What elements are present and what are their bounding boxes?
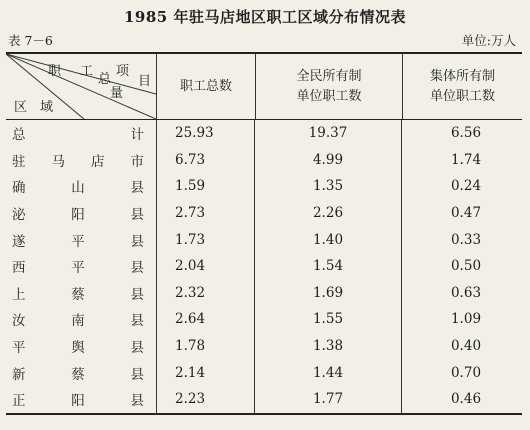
- region-name-char: 平: [71, 233, 85, 250]
- total-cell: 2.64: [157, 306, 255, 333]
- region-name-char: 南: [71, 313, 85, 330]
- region-name-char: 县: [130, 340, 144, 357]
- state-cell: 1.44: [255, 359, 402, 386]
- region-name-char: 县: [130, 393, 144, 410]
- region-name-char: 西: [12, 260, 26, 277]
- state-cell: 1.35: [255, 173, 402, 200]
- diag-char-3: 总: [98, 72, 112, 87]
- region-name-char: 上: [12, 286, 26, 303]
- diag-char-6: 目: [138, 74, 152, 89]
- total-cell: 2.23: [157, 386, 255, 413]
- region-cell: [6, 147, 157, 174]
- region-name-char: 蔡: [71, 366, 85, 383]
- region-name: [6, 176, 156, 196]
- collective-cell: 0.33: [450, 231, 482, 248]
- region-cell: [6, 173, 157, 200]
- collective-cell: 0.70: [450, 364, 482, 381]
- diag-char-2: 工: [80, 64, 94, 79]
- state-cell: 1.77: [255, 386, 402, 413]
- table-row: [6, 253, 522, 280]
- total-cell: 1.78: [157, 333, 255, 360]
- state-cell: 1.55: [255, 306, 402, 333]
- region-name: [6, 309, 156, 329]
- collective-cell: 0.50: [450, 258, 482, 275]
- collective-cell: 0.47: [450, 205, 482, 222]
- region-name: [6, 283, 156, 303]
- col-header-collective-line2: 单位职工数: [429, 88, 495, 104]
- collective-cell: 0.63: [450, 284, 482, 301]
- region-cell: [6, 200, 157, 227]
- table-row: [6, 226, 522, 253]
- region-name: [6, 336, 156, 356]
- region-cell: [6, 306, 157, 333]
- region-name-char: 总: [12, 127, 26, 144]
- region-name-char: 县: [130, 233, 144, 250]
- collective-cell: 0.40: [450, 338, 482, 355]
- table-header: [6, 54, 522, 120]
- row-header-label: 区 域: [14, 100, 54, 115]
- state-cell: 4.99: [255, 147, 402, 174]
- region-name-char: 新: [12, 366, 26, 383]
- region-cell: [6, 333, 157, 360]
- total-cell: 6.73: [157, 147, 255, 174]
- region-name: [6, 230, 156, 250]
- region-name: [6, 256, 156, 276]
- col-header-state-line1: 全民所有制: [296, 68, 362, 84]
- total-cell: 1.59: [157, 173, 255, 200]
- diag-char-4: 项: [116, 64, 130, 79]
- col-header-collective-line1: 集体所有制: [429, 68, 495, 84]
- region-name-char: 县: [130, 180, 144, 197]
- total-cell: 1.73: [157, 226, 255, 253]
- state-cell: 2.26: [255, 200, 402, 227]
- region-name-char: 县: [130, 286, 144, 303]
- collective-cell: 1.09: [450, 311, 482, 328]
- region-name-char: 市: [130, 153, 144, 170]
- state-cell: 1.40: [255, 226, 402, 253]
- region-name-char: 阳: [71, 207, 85, 224]
- region-name-char: 县: [130, 207, 144, 224]
- region-name-char: 蔡: [71, 286, 85, 303]
- region-cell: [6, 359, 157, 386]
- region-cell: [6, 120, 157, 147]
- table-row: [6, 359, 522, 386]
- col-header-state-line2: 单位职工数: [296, 88, 362, 104]
- table-row: [6, 173, 522, 200]
- state-cell: 1.69: [255, 280, 402, 307]
- total-cell: 25.93: [157, 120, 255, 147]
- total-cell: 2.14: [157, 359, 255, 386]
- col-header-collective: [403, 54, 522, 119]
- state-cell: 1.38: [255, 333, 402, 360]
- total-cell: 2.32: [157, 280, 255, 307]
- region-name-char: 遂: [12, 233, 26, 250]
- region-name-char: 县: [130, 366, 144, 383]
- region-name-char: 县: [130, 260, 144, 277]
- table-row: [6, 120, 522, 147]
- collective-cell: 6.56: [450, 125, 482, 142]
- region-cell: [6, 280, 157, 307]
- state-cell: 1.54: [255, 253, 402, 280]
- region-name-char: 县: [130, 313, 144, 330]
- region-name-char: 泌: [12, 207, 26, 224]
- region-name-char: 确: [12, 180, 26, 197]
- collective-cell: 1.74: [450, 151, 482, 168]
- region-name-char: 驻: [12, 153, 26, 170]
- region-name: [6, 203, 156, 223]
- data-table: [6, 52, 522, 415]
- table-row: [6, 147, 522, 174]
- table-number: 表 7－6: [8, 33, 53, 48]
- table-row: [6, 386, 522, 413]
- table-row: [6, 306, 522, 333]
- region-name-char: 计: [130, 127, 144, 144]
- region-name-char: 汝: [12, 313, 26, 330]
- col-header-total: 职工总数: [157, 54, 256, 119]
- region-name-char: 舆: [71, 340, 85, 357]
- region-name: [6, 123, 156, 143]
- table-title: 1985 年驻马店地区职工区域分布情况表: [124, 8, 406, 26]
- table-row: [6, 280, 522, 307]
- region-name-char: 山: [71, 180, 85, 197]
- table-row: [6, 200, 522, 227]
- region-name-char: 阳: [71, 393, 85, 410]
- total-cell: 2.73: [157, 200, 255, 227]
- collective-cell: 0.46: [450, 391, 482, 408]
- collective-cell: 0.24: [450, 178, 482, 195]
- diag-char-1: 职: [48, 64, 62, 79]
- table-row: [6, 333, 522, 360]
- diag-char-5: 量: [110, 86, 124, 101]
- table-body: [6, 120, 522, 413]
- state-cell: 19.37: [255, 120, 402, 147]
- col-header-state: [256, 54, 403, 119]
- region-name-char: 马: [51, 153, 65, 170]
- region-name: [6, 389, 156, 409]
- region-cell: [6, 386, 157, 413]
- region-name: [6, 363, 156, 383]
- total-cell: 2.04: [157, 253, 255, 280]
- region-cell: [6, 226, 157, 253]
- region-name-char: 平: [12, 340, 26, 357]
- region-name-char: 平: [71, 260, 85, 277]
- region-name-char: 店: [91, 153, 105, 170]
- unit-label: 单位:万人: [461, 33, 516, 48]
- diagonal-header-cell: [6, 54, 157, 119]
- region-name-char: 正: [12, 393, 26, 410]
- region-name: [6, 150, 156, 170]
- region-cell: [6, 253, 157, 280]
